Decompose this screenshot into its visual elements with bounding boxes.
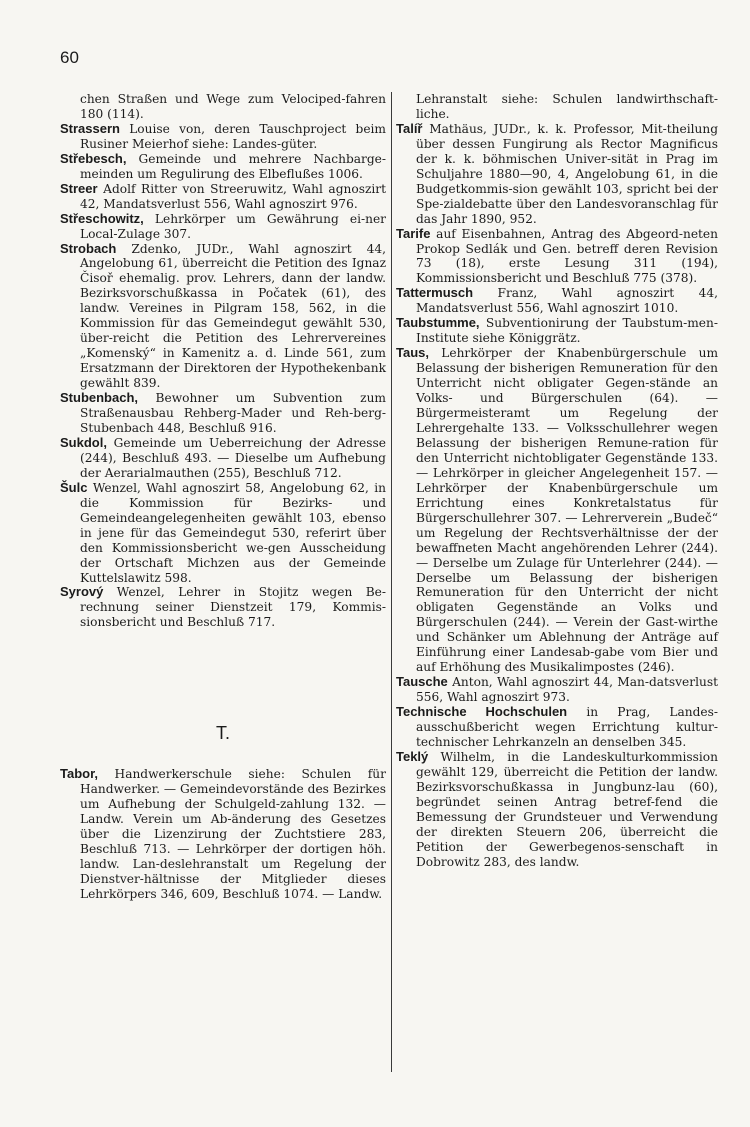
entry-keyword: Strobach	[60, 240, 117, 256]
index-entry	[60, 585, 386, 630]
index-entry	[396, 92, 718, 122]
entry-text: Lehrkörper der Knabenbürgerschule um Belassung der bisherigen Remuneration für den Unterricht nicht obligater Gegen-stände an Volks- und Bürgerschulen (64). — Bürgermeisteramt um Regelung der Lehrergehalte 133. — Volksschullehrer wegen Belassung der bisherigen Remune-ration für den Unterricht nichtobligater Gegenstände 133. — Lehrkörper in gleicher Angelegenheit 157. — Lehrkörper der Knabenbürgerschule um Errichtung eines Konkretalstatus für Bürgerschullehrer 307. — Lehrerverein „Budeč“ um Regelung der Rechtsverhältnisse der der bewaffneten Macht angehörenden Lehrer (244). — Derselbe um Zulage für Unterlehrer (244). — Derselbe um Belassung der bisherigen Remuneration für den Unterricht der nicht obligaten Gegenstände an Volks und Bürgerschulen (244). — Verein der Gast-wirthe und Schänker um Ablehnung der Anträge auf Einführung einer Landesab-gabe vom Bier und auf Erhöhung des Musikalimpostes (246).	[416, 346, 718, 675]
entry-text: Subventionirung der Taubstum-men-Institute siehe Königgrätz.	[416, 316, 718, 346]
index-entry	[396, 750, 718, 870]
entry-text: Anton, Wahl agnoszirt 44, Man-datsverlust 556, Wahl agnoszirt 973.	[416, 675, 718, 705]
entry-keyword: Tausche	[396, 674, 448, 690]
index-entry	[60, 212, 386, 242]
left-entries-after	[60, 767, 386, 902]
index-entry	[60, 152, 386, 182]
entry-text: Handwerkerschule siehe: Schulen für Handwerker. — Gemeindevorstände des Bezirkes um Aufhebung der Schulgeld-zahlung 132. — Landw. Verein um Ab-änderung des Gesetzes über die Lizenzirung der Zuchtstiere 283, Beschluß 713. — Lehrkörper der dortigen höh. landw. Lan-deslehranstalt um Regelung der Dienstver-hältnisse der Mitglieder dieses Lehrkörpers 346, 609, Beschluß 1074. — Landw.	[80, 767, 386, 901]
entry-text: Lehrkörper um Gewährung ei-ner Local-Zulage 307.	[80, 211, 386, 241]
entry-keyword: Stubenbach,	[60, 390, 139, 406]
index-entry	[60, 436, 386, 481]
entry-text: Wenzel, Wahl agnoszirt 58, Angelobung 62, in die Kommission für Bezirks- und Gemeindeangelegenheiten gewählt 103, ebenso in jene für das Gemeindegut 530, referirt über den Kommissionsbericht we-gen Ausscheidung der Ortschaft Michzen aus der Gemeinde Kuttelslawitz 598.	[80, 480, 386, 585]
entry-text: Lehranstalt siehe: Schulen landwirthschaft-liche.	[416, 92, 718, 121]
index-entry	[396, 286, 718, 316]
entry-keyword: Technische Hochschulen	[396, 704, 568, 720]
entry-text: Gemeinde und mehrere Nachbarge-meinden um Regulirung des Elbeflußes 1006.	[80, 151, 386, 181]
entry-text: Bewohner um Subvention zum Straßenausbau Rehberg-Mader und Reh-berg-Stubenbach 448, Beschluß 916.	[80, 391, 386, 435]
left-column	[60, 92, 386, 902]
entry-text: Mathäus, JUDr., k. k. Professor, Mit-theilung über dessen Fungirung als Rector Magnificus der k. k. böhmischen Univer-sität in Prag im Schuljahre 1880—90, 4, Angelobung 61, in die Budgetkommis-sion gewählt 103, spricht bei der Spe-zialdebatte über den Landesvoranschlag für das Jahr 1890, 952.	[416, 121, 718, 226]
index-entry	[396, 227, 718, 287]
entry-keyword: Streer	[60, 180, 98, 196]
right-entries	[396, 92, 718, 870]
entry-text: Wenzel, Lehrer in Stojitz wegen Be-rechnung seiner Dienstzeit 179, Kommis-sionsbericht und Beschluß 717.	[80, 585, 386, 630]
left-entries	[60, 92, 386, 630]
entry-keyword: Šulc	[60, 479, 88, 495]
index-entry	[60, 122, 386, 152]
index-entry	[396, 122, 718, 227]
entry-keyword: Střebesch,	[60, 150, 127, 166]
right-column	[396, 92, 718, 870]
index-entry	[396, 316, 718, 346]
index-entry	[60, 92, 386, 122]
entry-keyword: Střeschowitz,	[60, 210, 144, 226]
index-entry	[60, 182, 386, 212]
entry-keyword: Tabor,	[60, 766, 99, 782]
entry-keyword: Taubstumme,	[396, 315, 480, 331]
index-entry	[396, 675, 718, 705]
index-entry	[60, 242, 386, 392]
entry-keyword: Tattermusch	[396, 285, 474, 301]
entry-text: Louise von, deren Tauschproject beim Rusiner Meierhof siehe: Landes-güter.	[80, 121, 386, 151]
entry-text: chen Straßen und Wege zum Velociped-fahren 180 (114).	[80, 92, 386, 121]
entry-text: Zdenko, JUDr., Wahl agnoszirt 44, Angelobung 61, überreicht die Petition des Ignaz Čisoř ehemalig. prov. Lehrers, dann der landw. Bezirksvorschußkassa in Počatek (61), des landw. Vereines in Pilgram 158, 562, in die Kommission für das Gemeindegut gewählt 530, über-reicht die Petition des Lehrervereines „Komenský“ in Kamenitz a. d. Linde 561, zum Ersatzmann der Direktoren der Hypothekenbank gewählt 839.	[80, 241, 386, 391]
entry-keyword: Syrový	[60, 584, 104, 600]
entry-keyword: Taus,	[396, 345, 429, 361]
entry-text: in Prag, Landes-ausschußbericht wegen Errichtung kultur-technischer Lehrkanzeln an denselben 345.	[416, 705, 719, 749]
column-divider	[391, 92, 392, 1072]
entry-keyword: Tarife	[396, 225, 431, 241]
index-entry	[60, 391, 386, 436]
entry-keyword: Sukdol,	[60, 434, 107, 450]
entry-keyword: Strassern	[60, 120, 120, 136]
index-entry	[60, 481, 386, 586]
entry-text: Adolf Ritter von Streeruwitz, Wahl agnoszirt 42, Mandatsverlust 556, Wahl agnoszirt 976.	[80, 181, 386, 211]
entry-text: Wilhelm, in die Landeskulturkommission gewählt 129, überreicht die Petition der landw. Bezirksvorschußkassa in Jungbunz-lau (60), begründet seinen Antrag betref-fend die Bemessung der Grundsteuer und Verwendung der direkten Steuern 206, überreicht die Petition der Gewerbegenos-senschaft in Dobrowitz 283, des landw.	[416, 749, 718, 869]
entry-text: Gemeinde um Ueberreichung der Adresse (244), Beschluß 493. — Dieselbe um Aufhebung der Aerarialmauthen (255), Beschluß 712.	[80, 435, 386, 480]
section-heading: T.	[215, 723, 230, 744]
index-entry	[60, 767, 386, 902]
entry-text: auf Eisenbahnen, Antrag des Abgeord-neten Prokop Sedlák und Gen. betreff deren Revision 73 (18), erste Lesung 311 (194), Kommissionsbericht und Beschluß 775 (378).	[416, 226, 718, 286]
entry-text: Franz, Wahl agnoszirt 44, Mandatsverlust 556, Wahl agnoszirt 1010.	[416, 286, 718, 316]
entry-keyword: Talíř	[396, 120, 423, 136]
index-entry	[396, 705, 718, 750]
page-number: 60	[60, 48, 79, 67]
entry-keyword: Teklý	[396, 748, 429, 764]
index-entry	[396, 346, 718, 675]
